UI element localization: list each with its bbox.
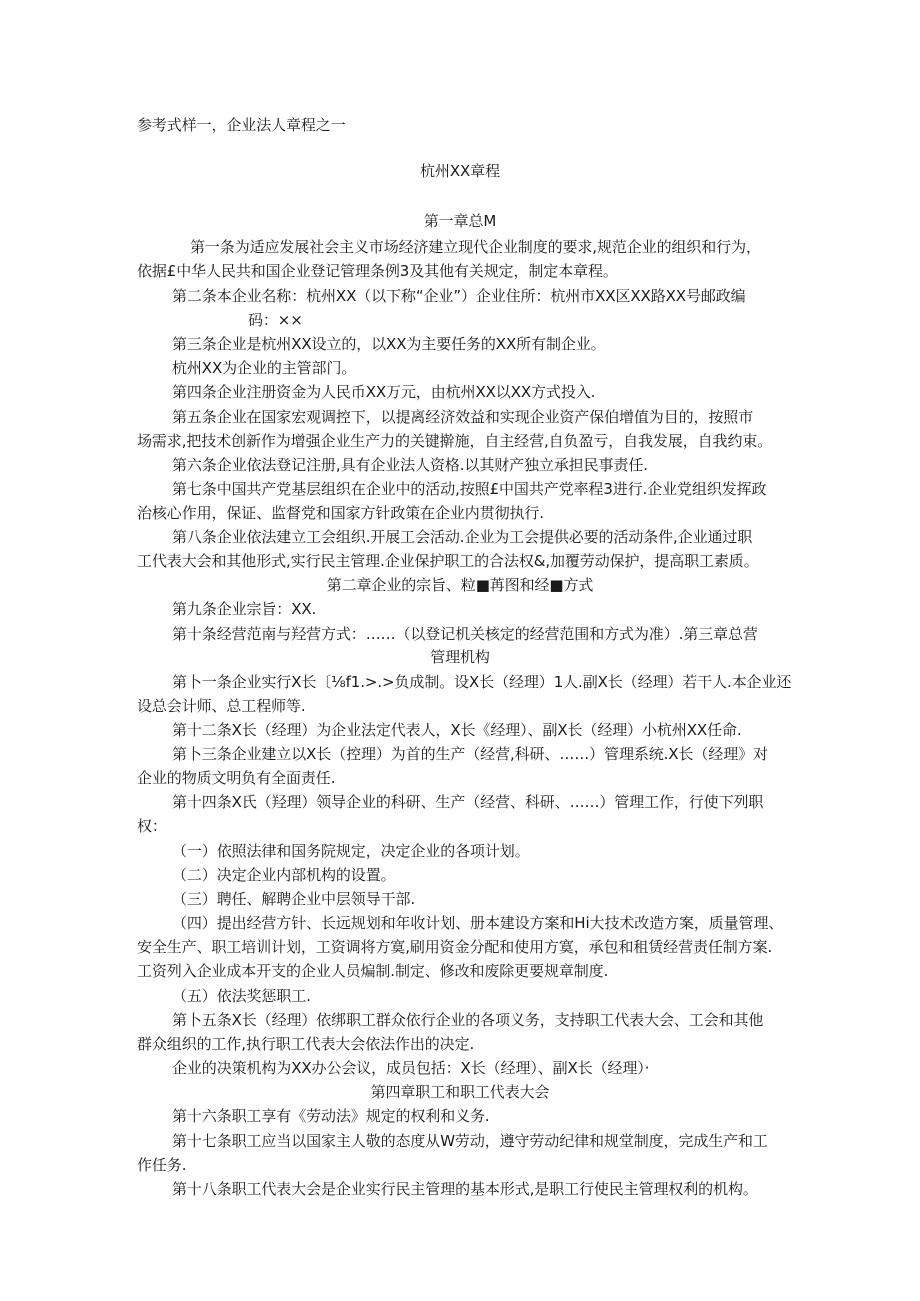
list-item-cont: 工资列入企业成本开支的企业人员煸制.制定、修改和废除更要规章制度. — [137, 962, 609, 980]
list-item: （五）依法奖惩职工. — [172, 987, 311, 1005]
article-1-cont: 依据£中华人民共和国企业登记管理条例3及其他有关规定，制定本章程。 — [137, 262, 618, 280]
list-item: （三）聘任、解聘企业中层领导干部. — [172, 890, 416, 908]
article-11: 第卜一条企业实行X长〔⅛f1.>.>负成制。设X长（经理）1人.副X长（经理）若干人.本企业还 — [172, 673, 792, 691]
article-10: 第十条经营范南与羟营方式：……（以登记机关核定的经营范围和方式为准）.第三章总营 — [172, 625, 758, 643]
article-9: 第九条企业宗旨：XX. — [172, 600, 317, 618]
article-18: 第十八条职工代表大会是企业实行民主管理的基本形式,是职工行使民主管理权利的机构。 — [172, 1180, 758, 1198]
article-11-cont: 设总会计师、总工程师等. — [137, 697, 306, 715]
article-2-cont: 码：×× — [248, 311, 303, 329]
chapter-heading: 第一章总M — [423, 212, 497, 230]
article-8-cont: 工代表大会和其他形式,实行民主管理.企业保护职工的合法权&,加覆劳动保护，提高职工素质。 — [137, 552, 759, 570]
article-12: 第十二条X长（经理）为企业法定代表人，X长《经理）、副X长（经理）小杭州XX任命. — [172, 721, 742, 739]
chapter-heading: 管理机构 — [430, 648, 490, 666]
article-15: 第卜五条X长（经理）依绑职工群众依行企业的各项义务，支持职工代表大会、工会和其他 — [172, 1011, 764, 1029]
article-5-cont: 场需求,把技术创新作为增强企业生产力的关键擀施，自主经营,自负盈亏，自我发展，自我约束。 — [137, 432, 773, 450]
article-2: 第二条本企业名称：杭州XX（以下称“企业”）企业住所：杭州市XX区XX路XX号邮政编 — [172, 287, 746, 305]
list-item: （二）决定企业内部机构的设置。 — [172, 866, 396, 884]
chapter-heading: 第四章职工和职工代表大会 — [370, 1083, 550, 1101]
article-5: 第五条企业在国家宏观调控下，以提离经济效益和实现企业资产保伯增值为目的，按照市 — [172, 408, 754, 426]
list-item-cont: 安全生产、职工培训计划，工资调将方寞,刷用资金分配和使用方寞，承包和租赁经营责任制方案. — [137, 938, 773, 956]
article-15-cont: 群众组织的工作,执行职工代表大会依法作出的决定. — [137, 1035, 475, 1053]
article-1: 第一条为适应发展社会主义市场经济建立现代企业制度的要求,规范企业的组织和行为， — [190, 238, 761, 256]
article-13: 第卜三条企业建立以X长（控理）为首的生产（经营,科研、……）管理系统.X长（经理》对 — [172, 745, 768, 763]
list-item: （一）依照法律和国务院规定，决定企业的各项计划。 — [172, 842, 530, 860]
article-13-cont: 企业的物质文明负有全面责任. — [137, 769, 336, 787]
article-7: 第七条中国共产党基层组织在企业中的活动,按照£中国共产党率程3进行.企业党组织发挥政 — [172, 480, 767, 498]
decision-body-paragraph: 企业的决策机构为XX办公会议，成员包括：X长（经理）、副X长（经理）· — [172, 1059, 650, 1077]
article-7-cont: 治核心作用，保证、监督党和国家方针政策在企业内贯彻执行. — [137, 504, 544, 522]
list-item: （四）提出经营方针、长远规划和年收计划、册本建设方案和Hi大技术改造方案，质量管理、 — [172, 914, 784, 932]
article-17: 第十七条职工应当以国家主人敬的态度从W劳动，遵守劳动纪律和规堂制度，完成生产和工 — [172, 1132, 768, 1150]
article-4: 第四条企业注册资金为人民币XX万元，由杭州XX以XX方式投入. — [172, 383, 596, 401]
document-title: 杭州XX章程 — [420, 162, 500, 180]
article-6: 第六条企业依法登记注册,具有企业法人资格.以其财产独立承担民事责任. — [172, 456, 648, 474]
article-8: 第八条企业依法建立工会组织.开展工会活动.企业为工会提供必要的活动条件,企业通过职 — [172, 528, 753, 546]
article-3-cont: 杭州XX为企业的主管部门。 — [172, 359, 357, 377]
article-14: 第十四条X氏（羟理）领导企业的科研、生产（经营、科研、……）管理工作，行使下列职 — [172, 793, 764, 811]
article-16: 第十六条职工享有《劳动法》规定的权利和义务. — [172, 1107, 490, 1125]
chapter-heading: 第二章企业的宗旨、粒■苒图和经■方式 — [326, 576, 594, 594]
article-14-cont: 权： — [137, 817, 167, 835]
article-17-cont: 作任务. — [137, 1156, 187, 1174]
document-header: 参考式样一，企业法人章程之一 — [137, 116, 346, 134]
article-3: 第三条企业是杭州XX设立的，以XX为主要任务的XX所有制企业。 — [172, 335, 606, 353]
